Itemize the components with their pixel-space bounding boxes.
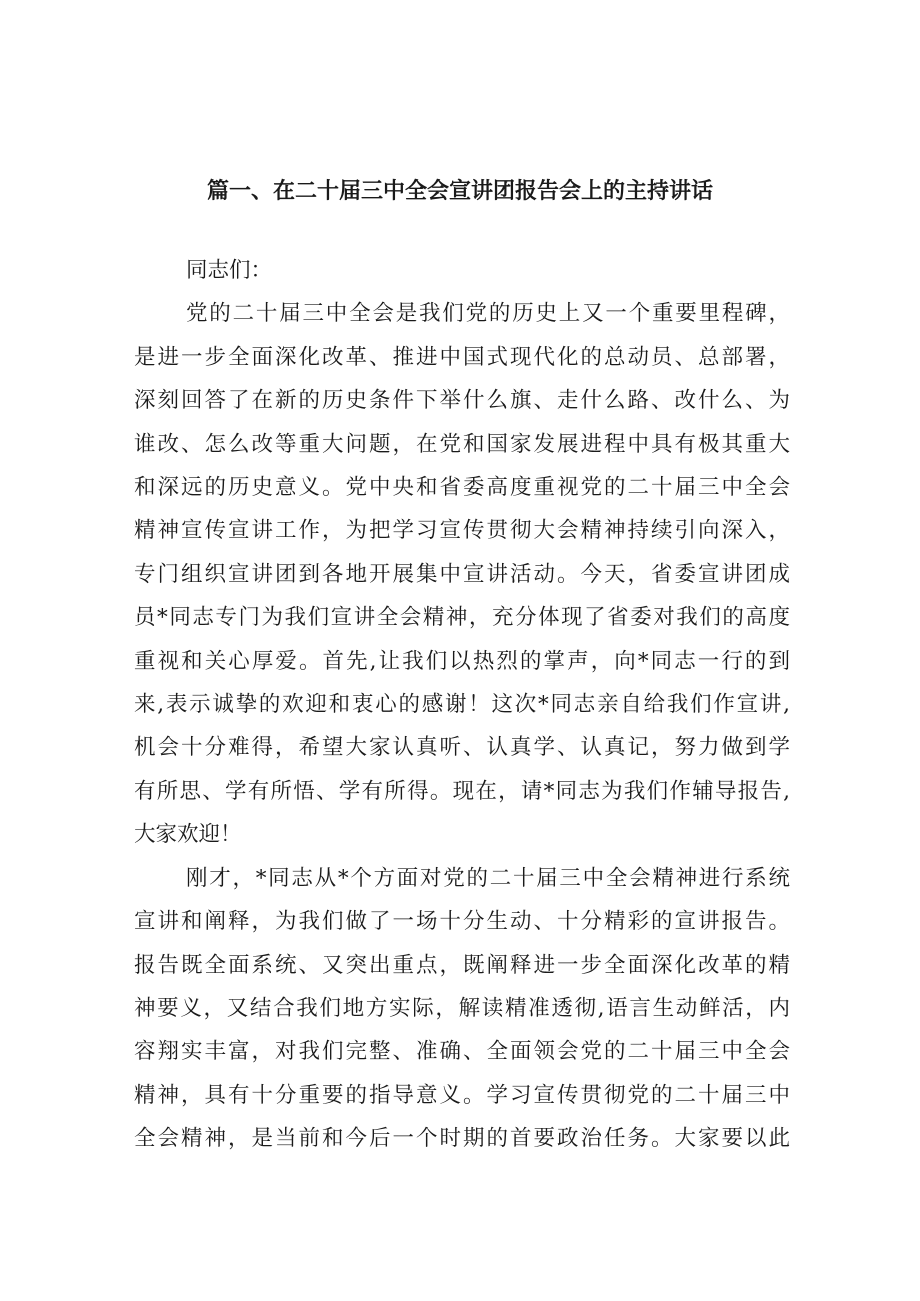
paragraph-line: 精神宣传宣讲工作，为把学习宣传贯彻大会精神持续引向深入， [134,518,790,544]
paragraph-line: 专门组织宣讲团到各地开展集中宣讲活动。今天，省委宣讲团成 [134,561,790,587]
paragraph-line: 宣讲和阐释，为我们做了一场十分生动、十分精彩的宣讲报告。 [134,909,790,935]
paragraph-line: 报告既全面系统、又突出重点，既阐释进一步全面深化改革的精 [134,952,790,978]
paragraph-1 [134,292,790,856]
document-title: 篇一、在二十届三中全会宣讲团报告会上的主持讲话 [206,179,713,204]
paragraph-line: 员*同志专门为我们宣讲全会精神，充分体现了省委对我们的高度 [134,605,790,631]
paragraph-line: 神要义，又结合我们地方实际，解读精准透彻,语言生动鲜活，内 [134,995,790,1021]
paragraph-line: 大家欢迎！ [134,822,242,848]
paragraph-line: 有所思、学有所悟、学有所得。现在，请*同志为我们作辅导报告, [134,778,790,804]
document-body [134,249,790,1161]
paragraph-line: 深刻回答了在新的历史条件下举什么旗、走什么路、改什么、为 [134,388,790,414]
paragraph-2 [134,857,790,1161]
paragraph-line: 和深远的历史意义。党中央和省委高度重视党的二十届三中全会 [134,475,790,501]
paragraph-line: 谁改、怎么改等重大问题，在党和国家发展进程中具有极其重大 [134,431,790,457]
paragraph-line: 精神，具有十分重要的指导意义。学习宣传贯彻党的二十届三中 [134,1082,790,1108]
paragraph-line: 全会精神，是当前和今后一个时期的首要政治任务。大家要以此 [134,1126,790,1152]
paragraph-line: 来,表示诚挚的欢迎和衷心的感谢！这次*同志亲自给我们作宣讲, [134,692,790,718]
paragraph-line: 是进一步全面深化改革、推进中国式现代化的总动员、总部署， [134,344,790,370]
salutation: 同志们： [186,258,273,283]
paragraph-line: 重视和关心厚爱。首先,让我们以热烈的掌声，向*同志一行的到 [134,648,790,674]
paragraph-line: 刚才，*同志从*个方面对党的二十届三中全会精神进行系统 [186,865,790,891]
paragraph-line: 机会十分难得，希望大家认真听、认真学、认真记，努力做到学 [134,735,790,761]
paragraph-line: 党的二十届三中全会是我们党的历史上又一个重要里程碑， [186,301,790,327]
paragraph-line: 容翔实丰富，对我们完整、准确、全面领会党的二十届三中全会 [134,1039,790,1065]
